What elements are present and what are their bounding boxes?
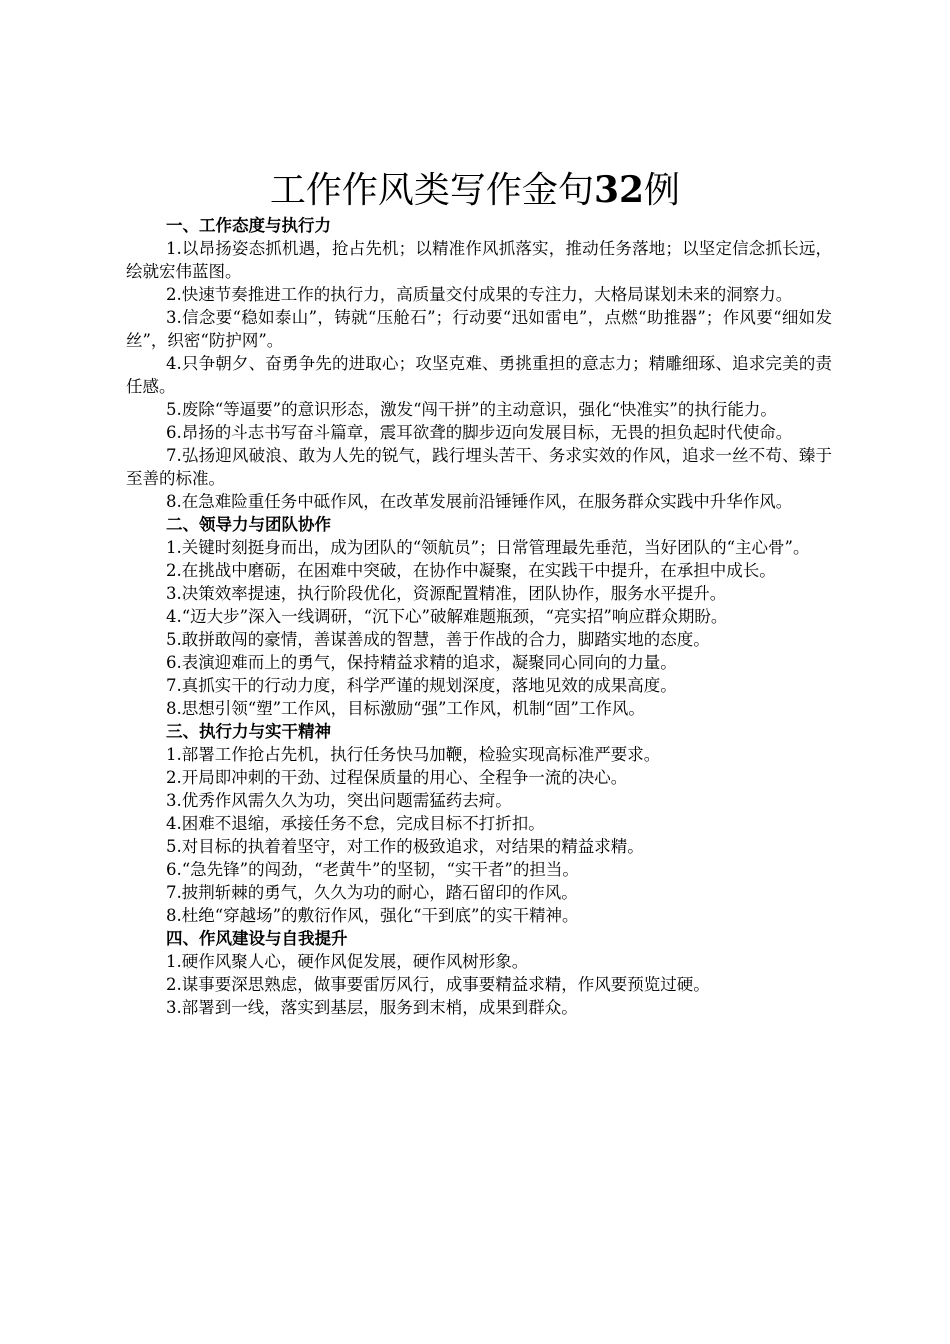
list-item: 1.以昂扬姿态抓机遇，抢占先机；以精准作风抓落实，推动任务落地；以坚定信念抓长远，绘就宏伟蓝图。 xyxy=(126,239,832,281)
list-item: 1.关键时刻挺身而出，成为团队的“领航员”；日常管理最先垂范，当好团队的“主心骨”。 xyxy=(166,538,810,557)
list-item: 4.困难不退缩，承接任务不怠，完成目标不打折扣。 xyxy=(166,814,545,833)
list-item: 3.决策效率提速，执行阶段优化，资源配置精准，团队协作，服务水平提升。 xyxy=(166,584,727,603)
list-item: 1.部署工作抢占先机，执行任务快马加鞭，检验实现高标准严要求。 xyxy=(166,745,661,764)
list-item: 2.开局即冲刺的干劲、过程保质量的用心、全程争一流的决心。 xyxy=(166,768,628,787)
list-item: 5.废除“等逼要”的意识形态，激发“闯干拼”的主动意识，强化“快准实”的执行能力。 xyxy=(166,400,777,419)
list-item: 7.弘扬迎风破浪、敢为人先的锐气，践行埋头苦干、务求实效的作风，追求一丝不苟、臻于至善的标准。 xyxy=(126,446,832,488)
list-item: 1.硬作风聚人心，硬作风促发展，硬作风树形象。 xyxy=(166,952,529,971)
list-item: 3.部署到一线，落实到基层，服务到末梢，成果到群众。 xyxy=(166,998,578,1017)
list-item: 8.在急难险重任务中砥作风，在改革发展前沿锤锤作风，在服务群众实践中升华作风。 xyxy=(166,492,793,511)
title-suffix: 例 xyxy=(644,170,681,211)
list-item: 3.优秀作风需久久为功，突出问题需猛药去疴。 xyxy=(166,791,512,810)
list-item: 8.思想引领“塑”工作风，目标激励“强”工作风，机制“固”工作风。 xyxy=(166,699,645,718)
document-body xyxy=(126,214,832,1019)
section-heading: 一、工作态度与执行力 xyxy=(166,216,331,235)
document-title xyxy=(0,168,950,213)
title-number: 32 xyxy=(593,169,645,211)
list-item: 7.披荆斩棘的勇气，久久为功的耐心，踏石留印的作风。 xyxy=(166,883,578,902)
list-item: 2.在挑战中磨砺，在困难中突破，在协作中凝聚，在实践干中提升，在承担中成长。 xyxy=(166,561,776,580)
list-item: 4.“迈大步”深入一线调研，“沉下心”破解难题瓶颈，“亮实招”响应群众期盼。 xyxy=(166,607,728,626)
title-text: 工作作风类写作金句 xyxy=(269,170,594,211)
list-item: 6.表演迎难而上的勇气，保持精益求精的追求，凝聚同心同向的力量。 xyxy=(166,653,677,672)
list-item: 6.昂扬的斗志书写奋斗篇章，震耳欲聋的脚步迈向发展目标，无畏的担负起时代使命。 xyxy=(166,423,793,442)
list-item: 6.“急先锋”的闯劲，“老黄牛”的坚韧，“实干者”的担当。 xyxy=(166,860,579,879)
list-item: 4.只争朝夕、奋勇争先的进取心；攻坚克难、勇挑重担的意志力；精雕细琢、追求完美的责任感。 xyxy=(126,354,832,396)
list-item: 3.信念要“稳如泰山”，铸就“压舱石”；行动要“迅如雷电”，点燃“助推器”；作风要“细如发丝”，织密“防护网”。 xyxy=(126,308,832,350)
list-item: 2.谋事要深思熟虑，做事要雷厉风行，成事要精益求精，作风要预览过硬。 xyxy=(166,975,710,994)
list-item: 8.杜绝“穿越场”的敷衍作风，强化“干到底”的实干精神。 xyxy=(166,906,579,925)
section-heading: 四、作风建设与自我提升 xyxy=(166,929,348,948)
section-heading: 二、领导力与团队协作 xyxy=(166,515,331,534)
list-item: 5.对目标的执着着坚守，对工作的极致追求，对结果的精益求精。 xyxy=(166,837,644,856)
list-item: 7.真抓实干的行动力度，科学严谨的规划深度，落地见效的成果高度。 xyxy=(166,676,677,695)
list-item: 5.敢拼敢闯的豪情，善谋善成的智慧，善于作战的合力，脚踏实地的态度。 xyxy=(166,630,710,649)
list-item: 2.快速节奏推进工作的执行力，高质量交付成果的专注力，大格局谋划未来的洞察力。 xyxy=(166,285,793,304)
section-heading: 三、执行力与实干精神 xyxy=(166,722,331,741)
